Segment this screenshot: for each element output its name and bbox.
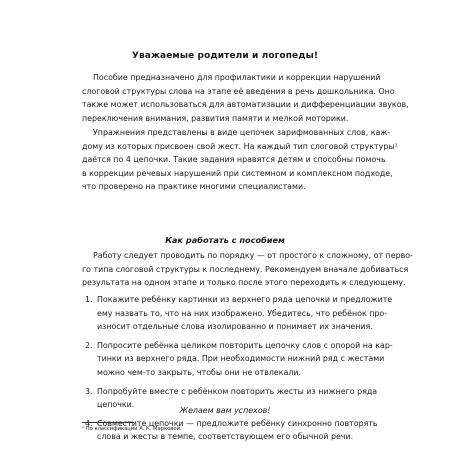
method-paragraph	[82, 249, 413, 290]
text-line: слоговой структуры слова на этапе её введения в речь дошкольника. Оно	[82, 86, 395, 96]
closing-wish: Желаем вам успехов!	[179, 406, 271, 415]
text-line: Работу следует проводить по порядку — от простого к сложному, от перво-	[93, 251, 413, 260]
footnote: ¹ По классификации А. К. Марковой.	[82, 426, 182, 432]
text-line: тинки из верхнего ряда. При необходимости нижний ряд с жестами	[97, 354, 385, 364]
page-heading: Уважаемые родители и логопеды!	[131, 51, 319, 61]
text-line: результата на одном этапе и только после этого переходить к следующему.	[82, 278, 406, 288]
step-number: 1.	[85, 295, 93, 304]
text-line: Пособие предназначено для профилактики и коррекции нарушений	[93, 73, 381, 82]
step-item	[82, 339, 393, 380]
text-line: что проверено на практике многими специалистами.	[82, 182, 306, 192]
exercises-paragraph	[82, 126, 398, 194]
step-number: 3.	[85, 386, 93, 396]
text-line: также может использоваться для автоматизации и дифференциации звуков,	[82, 100, 409, 110]
text-line: Попробуйте вместе с ребёнком повторить жесты из нижнего ряда	[97, 386, 378, 396]
step-number: 4.	[85, 418, 93, 428]
text-line: ему назвать то, что на них изображено. Убедитесь, что ребёнок про-	[97, 308, 388, 318]
text-line: износит отдельные слова изолированно и понимает их значения.	[97, 322, 373, 332]
text-line: Попросите ребёнка целиком повторить цепочку слов с опорой на кар-	[97, 340, 393, 350]
text-line: Покажите ребёнку картинки из верхнего ряда цепочки и предложите	[97, 295, 393, 304]
text-line: переключения внимания, развития памяти и мелкой моторики.	[82, 113, 349, 123]
intro-paragraph	[82, 71, 409, 125]
section-subheading: Как работать с пособием	[165, 235, 285, 245]
text-line: цепочки.	[97, 400, 135, 410]
text-line: дому из которых присвоен свой жест. На каждый тип слоговой структуры¹	[82, 141, 398, 151]
text-line: Упражнения представлены в виде цепочек зарифмованных слов, каж-	[93, 128, 391, 137]
text-line: го типа слоговой структуры к последнему. Рекомендуем вначале добиваться	[82, 264, 409, 274]
step-item	[82, 293, 393, 334]
step-number: 2.	[85, 340, 93, 350]
footnote-divider	[82, 422, 134, 423]
text-line: можно чем-то закрыть, чтобы они не отвлекали.	[97, 367, 302, 377]
text-line: в коррекции речевых нарушений при системном и комплексном подходе,	[82, 168, 393, 178]
text-line: даётся по 4 цепочки. Такие задания нравятся детям и способны помочь	[82, 155, 386, 165]
text-line: слова и жесты в темпе, соответствующем его обычной речи.	[97, 432, 354, 442]
text-line: Совместите цепочки — предложите ребёнку синхронно повторять	[97, 418, 378, 428]
